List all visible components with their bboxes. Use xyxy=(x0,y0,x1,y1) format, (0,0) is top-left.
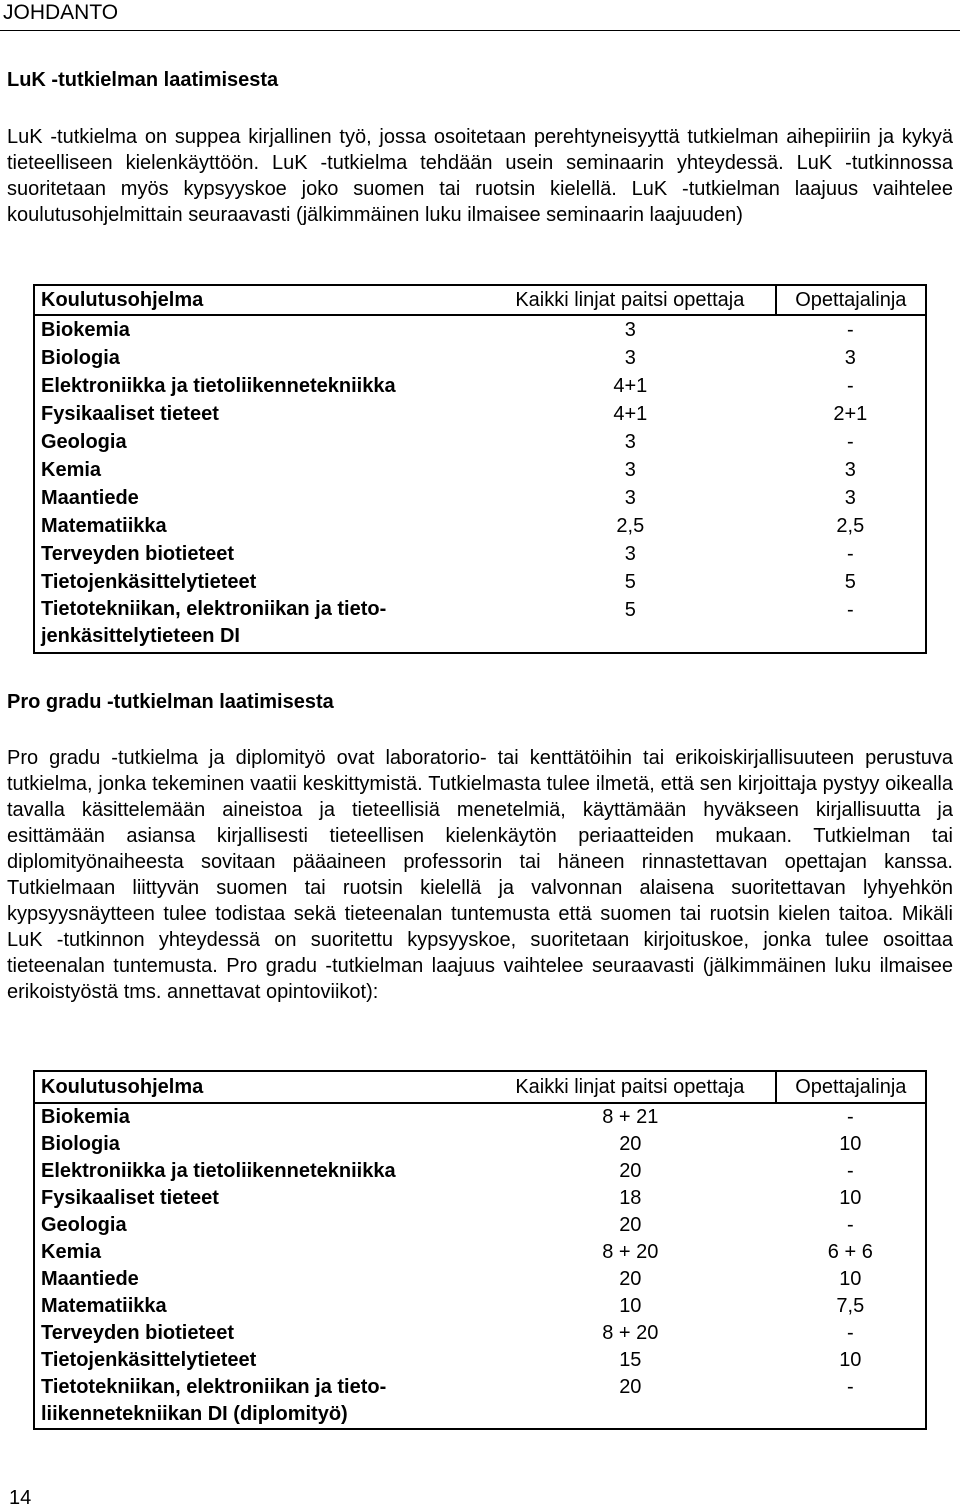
value-cell: 3 xyxy=(624,459,636,481)
pro-gradu-credits-table xyxy=(33,1070,927,1430)
header-label: JOHDANTO xyxy=(3,1,119,24)
table-row xyxy=(34,428,926,456)
value-cell: 4+1 xyxy=(613,375,648,397)
value-cell: 15 xyxy=(619,1349,642,1371)
value-cell: - xyxy=(846,319,854,341)
value-cell: 8 + 20 xyxy=(602,1322,659,1344)
table-row xyxy=(34,1320,926,1347)
value-cell: 10 xyxy=(839,1349,862,1371)
program-cell: Fysikaaliset tieteet xyxy=(41,1187,219,1209)
value-cell: - xyxy=(846,1160,854,1182)
program-cell: Kemia xyxy=(41,459,102,481)
value-cell: 8 + 20 xyxy=(602,1241,659,1263)
program-cell: Terveyden biotieteet xyxy=(41,1322,235,1344)
value-cell: 10 xyxy=(619,1295,642,1317)
program-cell: Geologia xyxy=(41,431,127,453)
table-row xyxy=(34,1374,926,1429)
value-cell: 10 xyxy=(839,1187,862,1209)
program-cell: Maantiede xyxy=(41,1268,139,1290)
value-cell: - xyxy=(846,375,854,397)
table-row xyxy=(34,372,926,400)
table-row xyxy=(34,1347,926,1374)
value-cell: 3 xyxy=(844,347,856,369)
value-cell: 10 xyxy=(839,1133,862,1155)
value-cell: - xyxy=(846,431,854,453)
table-row xyxy=(34,512,926,540)
program-cell: Tietojenkäsittelytieteet xyxy=(41,1349,257,1371)
value-cell: - xyxy=(846,543,854,565)
value-cell: 3 xyxy=(844,487,856,509)
program-cell: Elektroniikka ja tietoliikennetekniikka xyxy=(41,1160,396,1182)
table-row xyxy=(34,596,926,653)
value-cell: - xyxy=(846,599,854,621)
value-cell: 3 xyxy=(624,431,636,453)
table-row xyxy=(34,1212,926,1239)
value-cell: - xyxy=(846,1322,854,1344)
value-cell: 20 xyxy=(619,1133,642,1155)
table-row xyxy=(34,456,926,484)
table-row xyxy=(34,568,926,596)
program-cell: Tietotekniikan, elektroniikan ja tieto-liikennetekniikan DI (diplomityö) xyxy=(41,1376,387,1425)
program-cell: Geologia xyxy=(41,1214,127,1236)
value-cell: 5 xyxy=(844,571,856,593)
column-header-teacher-line: Opettajalinja xyxy=(776,285,926,315)
value-cell: - xyxy=(846,1106,854,1128)
table-row xyxy=(34,1266,926,1293)
table-row xyxy=(34,1131,926,1158)
table-row xyxy=(34,1158,926,1185)
program-cell: Maantiede xyxy=(41,487,139,509)
section-title-pro-gradu: Pro gradu -tutkielman laatimisesta xyxy=(7,691,334,713)
program-cell: Elektroniikka ja tietoliikennetekniikka xyxy=(41,375,396,397)
program-cell: Biokemia xyxy=(41,1106,130,1128)
program-cell: Tietojenkäsittelytieteet xyxy=(41,571,257,593)
table-row xyxy=(34,1293,926,1320)
value-cell: 20 xyxy=(619,1376,642,1398)
column-header-program: Koulutusohjelma xyxy=(34,285,485,315)
value-cell: 4+1 xyxy=(613,403,648,425)
table-header-row xyxy=(34,285,926,315)
section-title-luk: LuK -tutkielman laatimisesta xyxy=(7,69,279,91)
page-number: 14 xyxy=(9,1487,32,1509)
column-header-all-lines: Kaikki linjat paitsi opettaja xyxy=(485,285,776,315)
value-cell: 3 xyxy=(624,347,636,369)
value-cell: 3 xyxy=(624,487,636,509)
column-header-program: Koulutusohjelma xyxy=(34,1071,485,1103)
program-cell: Terveyden biotieteet xyxy=(41,543,235,565)
value-cell: 5 xyxy=(624,571,636,593)
value-cell: - xyxy=(846,1214,854,1236)
value-cell: 20 xyxy=(619,1160,642,1182)
value-cell: 20 xyxy=(619,1268,642,1290)
value-cell: 2,5 xyxy=(616,515,645,537)
column-header-teacher-line: Opettajalinja xyxy=(776,1071,926,1103)
table-row xyxy=(34,484,926,512)
value-cell: 6 + 6 xyxy=(827,1241,873,1263)
value-cell: 2+1 xyxy=(833,403,868,425)
program-cell: Tietotekniikan, elektroniikan ja tieto-jenkäsittelytieteen DI xyxy=(41,598,387,647)
value-cell: - xyxy=(846,1376,854,1398)
table-row xyxy=(34,540,926,568)
paragraph-luk: LuK -tutkielma on suppea kirjallinen työ, jossa osoitetaan perehtyneisyyttä tutkielman aihepiiriin ja kykyä tieteelliseen kielenkäyttöön. LuK -tutkielma tehdään usein seminaarin yhteydessä. LuK -tutkinnossa suoritetaan myös kypsyyskoe joko suomen tai ruotsin kielellä. LuK -tutkielman laajuus vaihtelee koulutusohjelmittain seuraavasti (jälkimmäinen luku ilmaisee seminaarin laajuuden) xyxy=(7,126,953,226)
table-row xyxy=(34,1103,926,1131)
paragraph-pro-gradu: Pro gradu -tutkielma ja diplomityö ovat laboratorio- tai kenttätöihin tai erikoiskirjallisuuteen perustuva tutkielma, jonka tekeminen vaatii keskittymistä. Tutkielmasta tulee ilmetä, että sen kirjoittaja pystyy oikealla tavalla käsittelemään aineistoa ja tieteellisiä menetelmiä, käyttämään hyväkseen kirjallisuutta ja esittämään asiansa kirjallisesti tieteellisen kielenkäytön periaatteiden mukaan. Tutkielman tai diplomityönaiheesta sovitaan pääaineen professorin tai häneen rinnastettavan opettajan kanssa. Tutkielmaan liittyvän suomen tai ruotsin kielellä ja valvonnan alaisena suoritettavan lyhyehkön kypsyysnäytteen tulee todistaa sekä tieteenalan tuntemusta että suomen tai ruotsin kielen taitoa. Mikäli LuK -tutkinnon yhteydessä on suoritettu kypsyyskoe, suoritetaan kirjoituskoe, jonka tulee osoittaa tieteenalan tuntemusta. Pro gradu -tutkielman laajuus vaihtelee seuraavasti (jälkimmäinen luku ilmaisee erikoistyöstä tms. annettavat opintoviikot): xyxy=(7,747,953,1003)
value-cell: 10 xyxy=(839,1268,862,1290)
value-cell: 20 xyxy=(619,1214,642,1236)
luk-credits-table xyxy=(33,284,927,654)
table-row xyxy=(34,344,926,372)
program-cell: Matematiikka xyxy=(41,515,167,537)
value-cell: 3 xyxy=(624,543,636,565)
column-header-all-lines: Kaikki linjat paitsi opettaja xyxy=(485,1071,776,1103)
running-header xyxy=(0,0,960,31)
program-cell: Biologia xyxy=(41,1133,120,1155)
program-cell: Biologia xyxy=(41,347,120,369)
program-cell: Matematiikka xyxy=(41,1295,167,1317)
table-row xyxy=(34,1185,926,1212)
program-cell: Kemia xyxy=(41,1241,102,1263)
value-cell: 5 xyxy=(624,599,636,621)
program-cell: Fysikaaliset tieteet xyxy=(41,403,219,425)
program-cell: Biokemia xyxy=(41,319,130,341)
value-cell: 2,5 xyxy=(836,515,865,537)
value-cell: 3 xyxy=(624,319,636,341)
table-row xyxy=(34,400,926,428)
table-row xyxy=(34,315,926,344)
table-row xyxy=(34,1239,926,1266)
value-cell: 7,5 xyxy=(836,1295,865,1317)
table-header-row xyxy=(34,1071,926,1103)
value-cell: 18 xyxy=(619,1187,642,1209)
value-cell: 8 + 21 xyxy=(602,1106,659,1128)
value-cell: 3 xyxy=(844,459,856,481)
